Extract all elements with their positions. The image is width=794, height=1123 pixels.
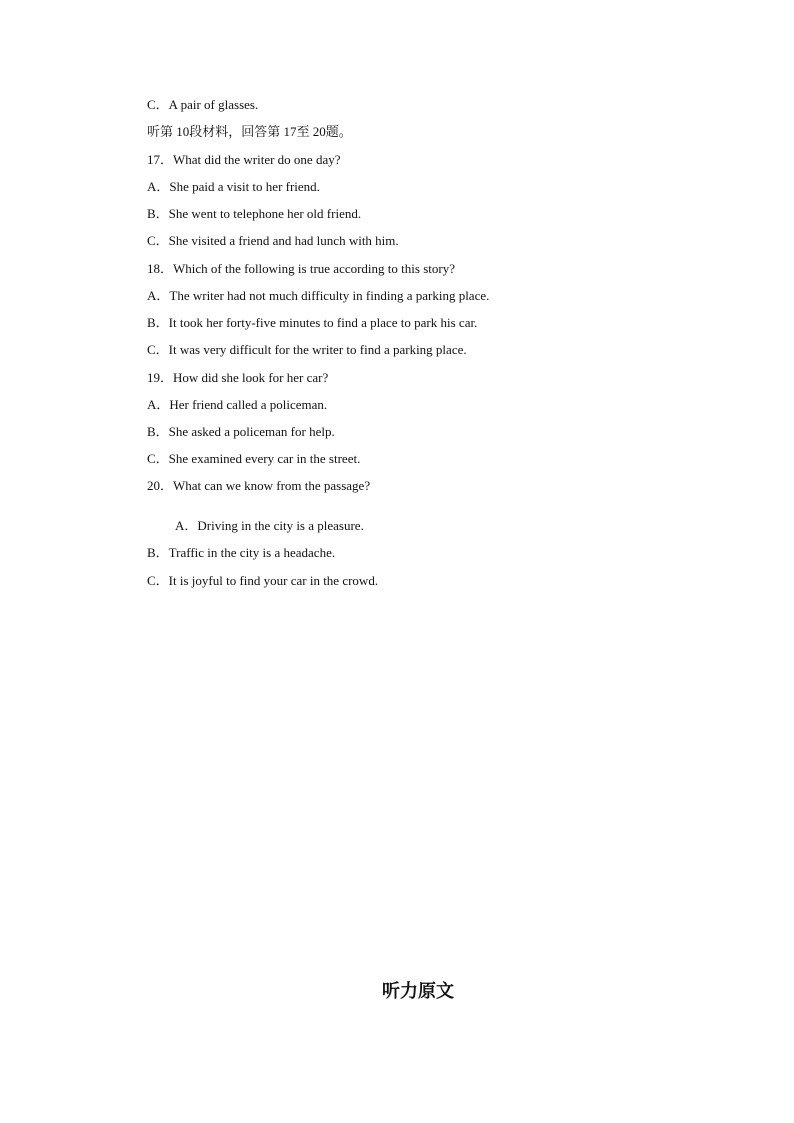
listening-instruction: 听第 10段材料，回答第 17至 20题。 [147, 124, 352, 139]
question-19: 19．How did she look for her car? [147, 370, 329, 385]
option-17-b: B．She went to telephone her old friend. [147, 206, 362, 221]
section-title: 听力原文 [382, 981, 454, 1002]
option-16-c: C．A pair of glasses. [147, 97, 259, 112]
option-20-a: A．Driving in the city is a pleasure. [175, 518, 364, 533]
question-20: 20．What can we know from the passage? [147, 478, 371, 493]
option-20-c: C．It is joyful to find your car in the crowd. [147, 573, 379, 588]
option-20-b: B．Traffic in the city is a headache. [147, 545, 336, 560]
option-17-c: C．She visited a friend and had lunch with him. [147, 233, 399, 248]
option-19-a: A．Her friend called a policeman. [147, 397, 328, 412]
option-18-c: C．It was very difficult for the writer to find a parking place. [147, 342, 467, 357]
question-18: 18．Which of the following is true according to this story? [147, 261, 455, 276]
question-17: 17．What did the writer do one day? [147, 152, 341, 167]
option-19-c: C．She examined every car in the street. [147, 451, 361, 466]
option-18-a: A．The writer had not much difficulty in finding a parking place. [147, 288, 490, 303]
option-18-b: B．It took her forty-five minutes to find a place to park his car. [147, 315, 478, 330]
option-19-b: B．She asked a policeman for help. [147, 424, 335, 439]
option-17-a: A．She paid a visit to her friend. [147, 179, 320, 194]
